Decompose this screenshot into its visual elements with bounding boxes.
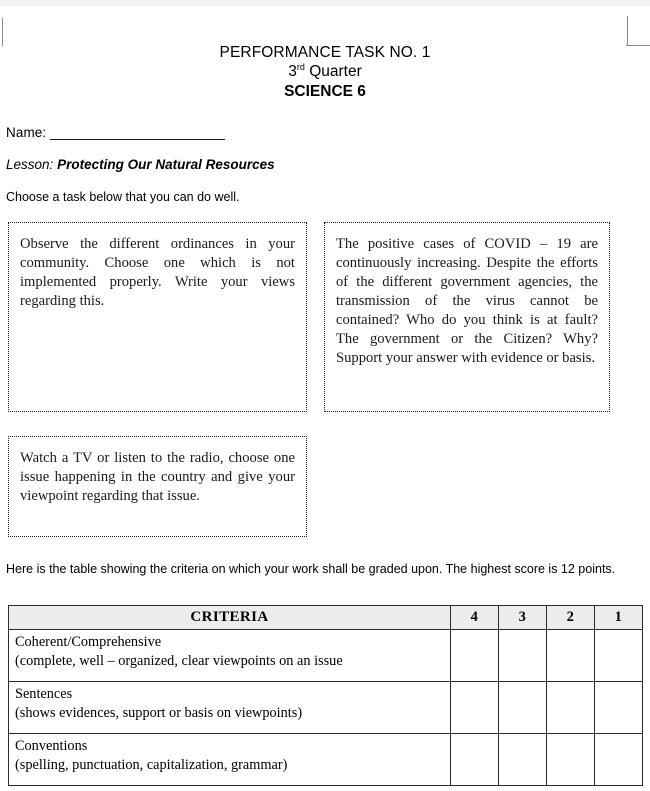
task-option-box-3[interactable] [8, 436, 307, 537]
rubric-criterion-2-title: Sentences [15, 686, 73, 702]
rubric-row-3-score-1[interactable] [595, 734, 643, 786]
rubric-row-1-score-3[interactable] [499, 630, 547, 682]
rubric-criterion-1-title: Coherent/Comprehensive [15, 634, 162, 650]
lesson-line [6, 157, 650, 172]
rubric-criterion-3 [9, 734, 451, 786]
task-option-2-text: The positive cases of COVID – 19 are continuously increasing. Despite the efforts of the different government agencies, the transmission of the virus cannot be contained? Who do you think is at fault? The government or the Citizen? Why? Support your answer with evidence or basis. [336, 236, 598, 366]
task-option-box-2[interactable] [324, 222, 610, 412]
rubric-criterion-1-description: (complete, well – organized, clear viewpoints on an issue [15, 653, 343, 669]
name-label: Name: [6, 125, 47, 140]
rubric-header-criteria: CRITERIA [9, 606, 451, 630]
lesson-label: Lesson: [6, 157, 54, 172]
document-header [0, 0, 650, 101]
task-option-box-1[interactable] [8, 222, 307, 412]
rubric-row-2-score-2[interactable] [547, 682, 595, 734]
rubric-table [8, 605, 643, 786]
quarter-line [0, 62, 650, 81]
lesson-value: Protecting Our Natural Resources [57, 157, 275, 172]
instruction-text: Choose a task below that you can do well. [6, 190, 240, 204]
rubric-row-3-score-4[interactable] [451, 734, 499, 786]
grading-note: Here is the table showing the criteria on which your work shall be graded upon. The highest score is 12 points. [6, 562, 616, 576]
rubric-header-score-2: 2 [547, 606, 595, 630]
rubric-row-1-score-4[interactable] [451, 630, 499, 682]
name-blank[interactable]: _______________________ [50, 125, 226, 140]
rubric-row-3-score-3[interactable] [499, 734, 547, 786]
rubric-criterion-2 [9, 682, 451, 734]
page-title: PERFORMANCE TASK NO. 1 [219, 44, 431, 61]
rubric-row-1-score-2[interactable] [547, 630, 595, 682]
rubric-header-row [9, 606, 643, 630]
rubric-header-score-1: 1 [595, 606, 643, 630]
rubric-criterion-2-description: (shows evidences, support or basis on viewpoints) [15, 705, 303, 721]
subject-title: SCIENCE 6 [284, 82, 366, 100]
table-row [9, 630, 643, 682]
table-row [9, 682, 643, 734]
quarter-number: 3 [288, 63, 297, 81]
rubric-criterion-1 [9, 630, 451, 682]
rubric-row-1-score-1[interactable] [595, 630, 643, 682]
rubric-header-score-3: 3 [499, 606, 547, 630]
rubric-criterion-3-title: Conventions [15, 738, 88, 754]
rubric-row-2-score-4[interactable] [451, 682, 499, 734]
task-option-3-text: Watch a TV or listen to the radio, choose one issue happening in the country and give your viewpoint regarding that issue. [20, 450, 295, 504]
rubric-criterion-3-description: (spelling, punctuation, capitalization, grammar) [15, 757, 288, 773]
rubric-header-score-4: 4 [451, 606, 499, 630]
quarter-word: Quarter [309, 63, 362, 81]
quarter-ordinal-suffix: rd [296, 62, 305, 73]
table-row [9, 734, 643, 786]
name-field[interactable] [6, 125, 650, 140]
task-option-1-text: Observe the different ordinances in your community. Choose one which is not implemented properly. Write your views regarding this. [20, 236, 295, 309]
rubric-row-2-score-3[interactable] [499, 682, 547, 734]
rubric-row-2-score-1[interactable] [595, 682, 643, 734]
rubric-row-3-score-2[interactable] [547, 734, 595, 786]
